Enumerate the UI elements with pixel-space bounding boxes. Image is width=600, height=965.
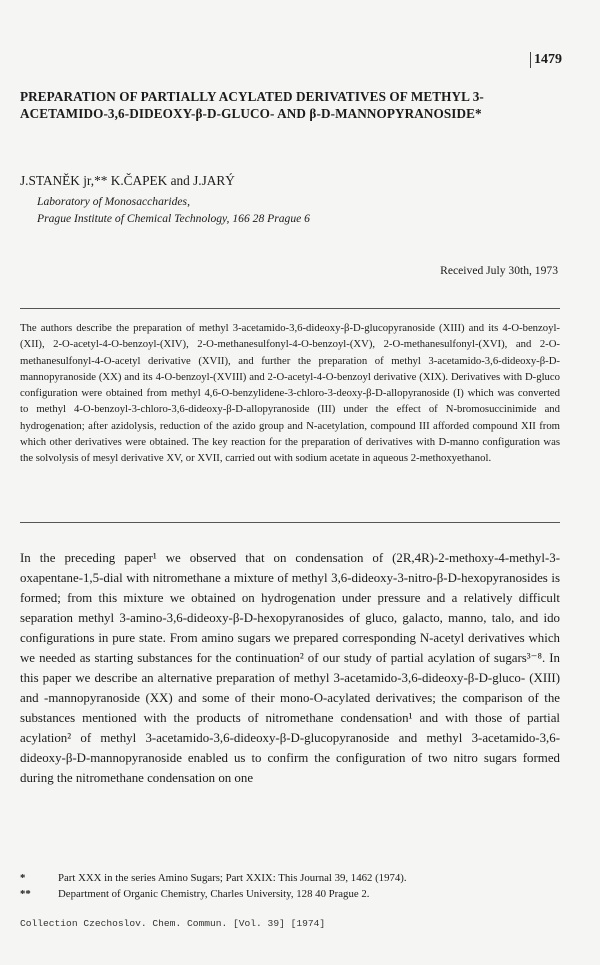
footnote-2-mark: ** bbox=[20, 888, 31, 900]
received-date: Received July 30th, 1973 bbox=[440, 264, 558, 277]
footnote-2-text: Department of Organic Chemistry, Charles University, 128 40 Prague 2. bbox=[58, 888, 370, 900]
abstract-bottom-rule bbox=[20, 522, 560, 523]
abstract-top-rule bbox=[20, 308, 560, 309]
journal-footer: Collection Czechoslov. Chem. Commun. [Vol. 39] [1974] bbox=[20, 918, 326, 929]
footnote-1-text: Part XXX in the series Amino Sugars; Part XXIX: This Journal 39, 1462 (1974). bbox=[58, 872, 407, 884]
page-number: 1479 bbox=[530, 52, 562, 68]
footnote-1 bbox=[20, 872, 407, 884]
article-title: PREPARATION OF PARTIALLY ACYLATED DERIVATIVES OF METHYL 3-ACETAMIDO-3,6-DIDEOXY-β-D-GLUCO- AND β-D-MANNOPYRANOSIDE* bbox=[20, 89, 484, 121]
abstract: The authors describe the preparation of methyl 3-acetamido-3,6-dideoxy-β-D-glucopyranoside (XIII) and its 4-O-benzoyl-(XII), 2-O-acetyl-4-O-benzoyl-(XIV), 2-O-methanesulfonyl-4-O-benzoyl-(XV), 2-O-methanesulfonyl-(XVI), and 2-O-methanesulfonyl-4-O-acetyl derivative (XVII), and further the preparation of methyl 3-acetamido-3,6-dideoxy-β-D-mannopyranoside (XX) and its 4-O-benzoyl-(XVIII) and 2-O-acetyl-4-O-benzoyl derivative (XIX). Derivatives with D-gluco configuration were obtained from methyl 4,6-O-benzylidene-3-chloro-3-deoxy-β-D-allopyranoside (I) which was converted to methyl 4-O-benzoyl-3-chloro-3,6-dideoxy-β-D-allopyranoside (III) under the effect of N-bromosuccinimide and hydrogenation; after azidolysis, reduction of the azido group and N-acetylation, compound III afforded compound XII from which other derivatives were obtained. The key reaction for the preparation of derivatives with D-manno configuration was the solvolysis of mesyl derivative XV, or XVII, carried out with sodium acetate in aqueous 2-methoxyethanol. bbox=[20, 322, 560, 465]
footnote-2 bbox=[20, 888, 369, 900]
authors: J.STANĚK jr,** K.ČAPEK and J.JARÝ bbox=[20, 173, 235, 188]
affiliation-line-2: Prague Institute of Chemical Technology, 166 28 Prague 6 bbox=[37, 212, 310, 225]
affiliation-line-1: Laboratory of Monosaccharides, bbox=[37, 195, 190, 208]
body-text: In the preceding paper¹ we observed that on condensation of (2R,4R)-2-methoxy-4-methyl-3-oxapentane-1,5-dial with nitromethane a mixture of methyl 3,6-dideoxy-3-nitro-β-D-hexopyranosides is formed; from this mixture we obtained on hydrogenation under pressure and a relatively difficult separation methyl 3-amino-3,6-dideoxy-β-D-hexopyranosides of gluco, galacto, manno, talo, and ido configurations in pure state. From amino sugars we prepared corresponding N-acetyl derivatives which we needed as starting substances for the continuation² of our study of partial acylation of sugars³⁻⁸. In this paper we describe an alternative preparation of methyl 3-acetamido-3,6-dideoxy-β-D-gluco- (XIII) and -mannopyranoside (XX) and some of their mono-O-acylated derivatives; the comparison of the substances mentioned with the products of nitromethane condensation¹ and with those of partial acylation² of methyl 3-acetamido-3,6-dideoxy-β-D-glucopyranoside and methyl 3-acetamido-3,6-dideoxy-β-D-mannopyranoside enabled us to confirm the configuration of two nitro sugars formed during the nitromethane condensation on one bbox=[20, 551, 560, 785]
footnote-1-mark: * bbox=[20, 872, 26, 884]
